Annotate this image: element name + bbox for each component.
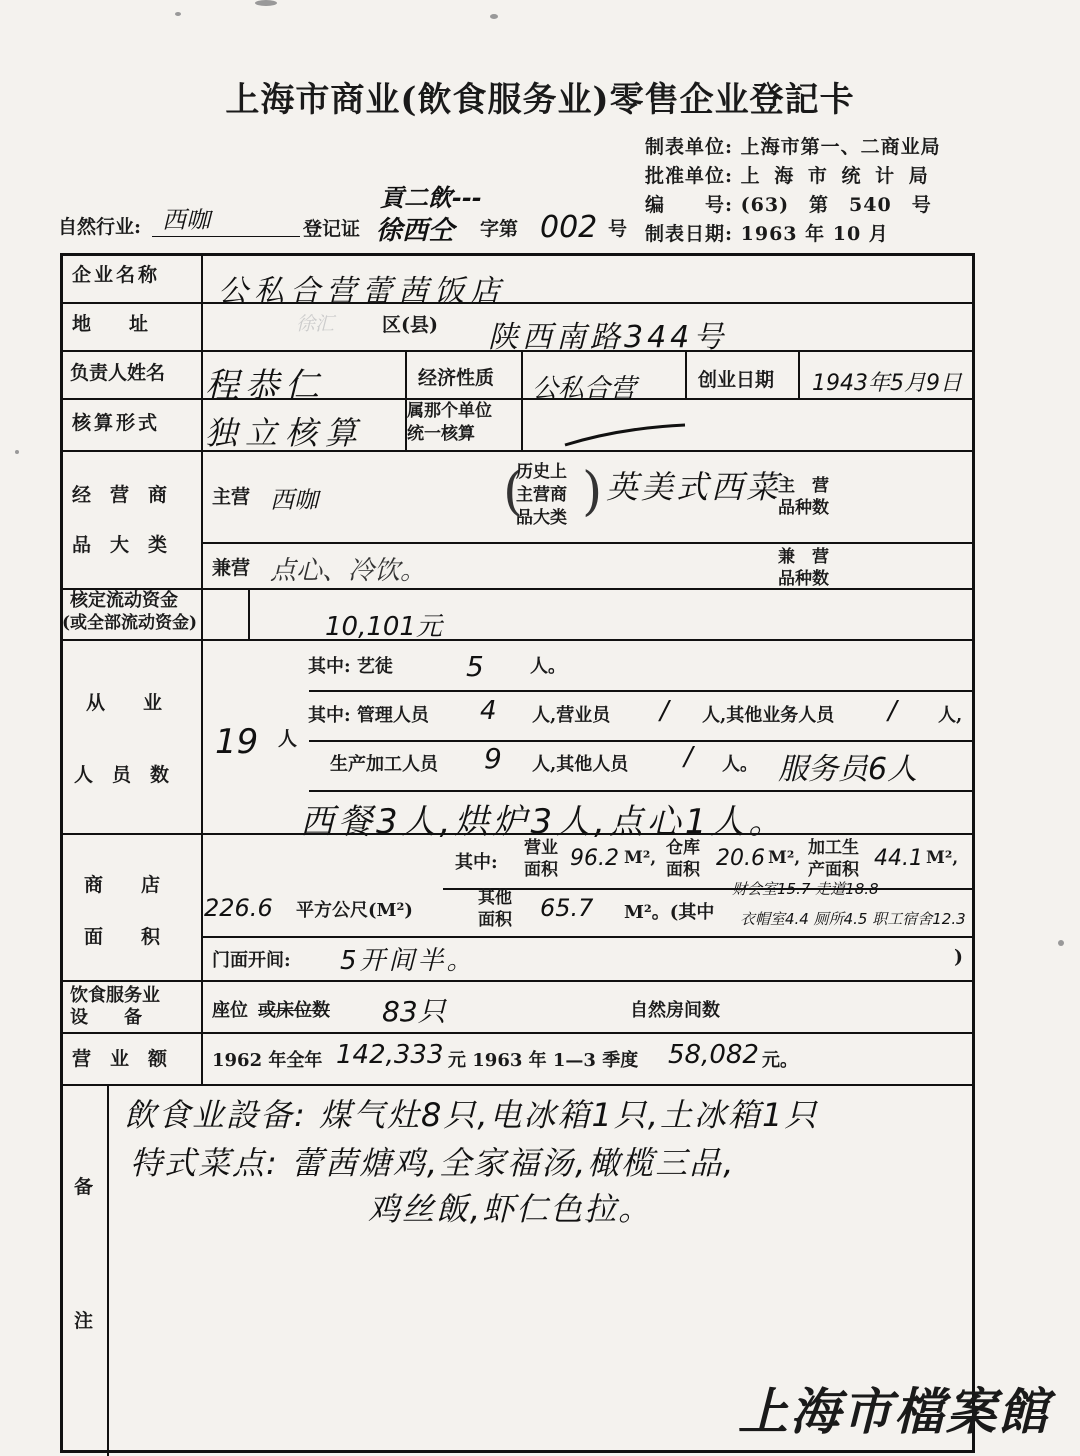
apprentice-unit: 人。 [530, 656, 566, 677]
production-area-label-2: 产面积 [808, 860, 859, 880]
goods-label-1: 经 营 商 [72, 484, 168, 506]
sales-label: 人,营业员 [532, 705, 611, 726]
main-business-value: 西咖 [270, 486, 318, 514]
production-area-label-1: 加工生 [808, 838, 859, 858]
remarks-label-2: 注 [74, 1310, 94, 1332]
start-date-label: 创业日期 [698, 369, 775, 391]
main-count-label-2: 品种数 [778, 498, 829, 518]
accounting-label: 核算形式 [72, 412, 161, 434]
manager-label: 负责人姓名 [70, 362, 166, 384]
unit-slash-mark [560, 420, 690, 450]
approver-row [645, 161, 932, 188]
hist-label-3: 品大类 [516, 508, 567, 528]
approver-value: 上 海 市 统 计 局 [740, 165, 932, 187]
paper-speck [1058, 940, 1064, 946]
industry-label: 自然行业: [58, 216, 142, 238]
storage-area-value: 20.6 [716, 846, 765, 871]
start-date-value: 1943年5月9日 [812, 371, 962, 396]
others-label: 人,其他人员 [532, 754, 629, 775]
other-area-label-1: 其他 [478, 888, 512, 908]
frontage-label: 门面开间: [212, 950, 291, 971]
number-value: (63) 第 540 号 [740, 194, 932, 216]
apprentice-label: 其中: 艺徒 [308, 656, 393, 677]
remarks-label-1: 备 [74, 1176, 94, 1198]
seat-value: 83只 [382, 995, 446, 1028]
district-value: 徐汇 [296, 313, 335, 335]
service-staff-value: 服务员6人 [778, 752, 918, 787]
revenue-1962-label: 1962 年全年 [212, 1050, 323, 1071]
mgmt-value: 4 [480, 696, 497, 726]
main-count-label-1: 主 营 [778, 476, 829, 496]
other-area-close: ) [954, 946, 963, 968]
paper-speck [15, 450, 19, 454]
cert-label: 登记证 [303, 218, 361, 240]
capital-value: 10,101元 [325, 612, 442, 642]
nature-label: 经济性质 [418, 367, 495, 389]
maker-label: 制表单位: [645, 136, 734, 158]
hist-close-paren: ) [582, 462, 603, 522]
area-breakdown-label: 其中: [455, 852, 498, 873]
biz-area-label-2: 面积 [524, 860, 558, 880]
paper-speck [490, 14, 498, 19]
other-biz-unit: 人, [938, 705, 963, 726]
hist-label-2: 主营商 [516, 485, 567, 505]
name-value: 公私合营蕾茜饭店 [218, 274, 506, 309]
rooms-label: 自然房间数 [630, 1000, 720, 1021]
other-area-unit: M²。(其中 [624, 902, 715, 923]
biz-area-unit: M², [624, 848, 657, 868]
main-business-label: 主营 [212, 486, 251, 508]
cert-prefix: 徐西仝 [376, 216, 455, 246]
production-area-unit: M², [926, 848, 959, 868]
other-area-value: 65.7 [540, 894, 594, 922]
date-value: 1963 年 10 月 [740, 223, 889, 245]
storage-area-label-2: 面积 [666, 860, 700, 880]
others-unit: 人。 [722, 754, 758, 775]
storage-area-label-1: 仓库 [666, 838, 700, 858]
revenue-1962-value: 142,333 [336, 1040, 444, 1070]
remarks-line-2: 特式菜点: 蕾茜煻鸡,全家福汤,橄榄三品, [130, 1144, 736, 1182]
revenue-1963-label: 元 1963 年 1—3 季度 [448, 1050, 639, 1071]
equipment-label-2: 设 备 [70, 1007, 142, 1028]
side-count-label-2: 品种数 [778, 569, 829, 589]
address-value: 陕西南路344号 [488, 320, 728, 355]
seat-struck-text: 或床位数 [258, 1000, 330, 1021]
biz-area-value: 96.2 [570, 846, 619, 871]
number-row [645, 190, 932, 217]
address-label: 地 址 [72, 313, 149, 335]
staff-total-value: 19 [215, 722, 259, 762]
area-label-2: 面 积 [84, 926, 161, 948]
production-area-value: 44.1 [874, 846, 923, 871]
apprentice-value: 5 [466, 650, 484, 683]
nature-value: 公私合营 [532, 374, 637, 404]
staff-note: 西餐3人,烘炉3人,点心1人。 [300, 802, 787, 842]
hist-open-paren: ( [503, 462, 524, 522]
unit-label-2: 统一核算 [407, 424, 475, 444]
archive-watermark: 上海市檔案館 [738, 1383, 1050, 1441]
remarks-line-3: 鸡丝飯,虾仁色拉。 [368, 1190, 653, 1228]
other-area-note-2: 衣帽室4.4 厕所4.5 职工宿舍12.3 [740, 910, 966, 928]
district-label: 区(县) [382, 314, 438, 336]
cert-mid: 字第 [480, 218, 519, 240]
name-label: 企业名称 [72, 264, 161, 286]
approver-label: 批准单位: [645, 165, 734, 187]
sales-value: / [660, 696, 669, 726]
maker-row [645, 132, 941, 159]
cert-number: 002 [540, 210, 598, 245]
revenue-1963-value: 58,082 [668, 1040, 759, 1070]
date-row [645, 219, 889, 246]
form-title: 上海市商业(飲食服务业)零售企业登記卡 [225, 80, 855, 120]
seat-label: 座位 [212, 1000, 248, 1021]
staff-label-1: 从 业 [86, 692, 163, 714]
capital-label-2: (或全部流动资金) [62, 613, 198, 633]
other-biz-label: 人,其他业务人员 [702, 705, 835, 726]
equipment-label-1: 饮食服务业 [70, 985, 160, 1006]
staff-total-unit: 人 [278, 728, 298, 750]
accounting-value: 独立核算 [205, 414, 366, 452]
staff-label-2: 人 员 数 [74, 764, 170, 786]
area-label-1: 商 店 [84, 874, 161, 896]
number-label: 编 号: [645, 194, 734, 216]
storage-area-unit: M², [768, 848, 801, 868]
hist-value: 英美式西菜 [606, 468, 782, 506]
date-label: 制表日期: [645, 223, 734, 245]
capital-label-1: 核定流动资金 [70, 590, 178, 611]
revenue-label: 营 业 额 [72, 1048, 168, 1070]
paper-speck [255, 0, 277, 6]
biz-area-label-1: 营业 [524, 838, 558, 858]
manager-value: 程恭仁 [205, 366, 325, 406]
other-biz-value: / [888, 696, 897, 726]
industry-value: 西咖 [162, 206, 210, 234]
maker-value: 上海市第一、二商业局 [740, 136, 941, 158]
remarks-line-1: 飲食业設备: 煤气灶8只,电冰箱1只,土冰箱1只 [124, 1096, 819, 1134]
goods-label-2: 品 大 类 [72, 534, 168, 556]
cert-suffix: 号 [608, 218, 628, 240]
side-count-label-1: 兼 营 [778, 547, 829, 567]
production-value: 9 [484, 742, 502, 775]
others-value: / [684, 742, 693, 772]
area-total-value: 226.6 [204, 894, 273, 922]
paper-speck [175, 12, 181, 16]
side-business-value: 点心、冷饮。 [270, 556, 427, 586]
frontage-value: 5开间半。 [340, 946, 476, 976]
hist-label-1: 历史上 [516, 462, 567, 482]
side-business-label: 兼营 [212, 557, 251, 579]
unit-label-1: 属那个单位 [407, 401, 492, 421]
mgmt-label: 其中: 管理人员 [308, 705, 429, 726]
revenue-unit: 元。 [762, 1050, 798, 1071]
area-total-unit: 平方公尺(M²) [296, 900, 413, 921]
other-area-label-2: 面积 [478, 910, 512, 930]
industry-underline [152, 236, 300, 237]
cert-prefix-top: 貢二飲--- [380, 184, 482, 212]
production-label: 生产加工人员 [330, 754, 438, 775]
other-area-note-1: 财会室15.7 走道18.8 [732, 880, 879, 898]
